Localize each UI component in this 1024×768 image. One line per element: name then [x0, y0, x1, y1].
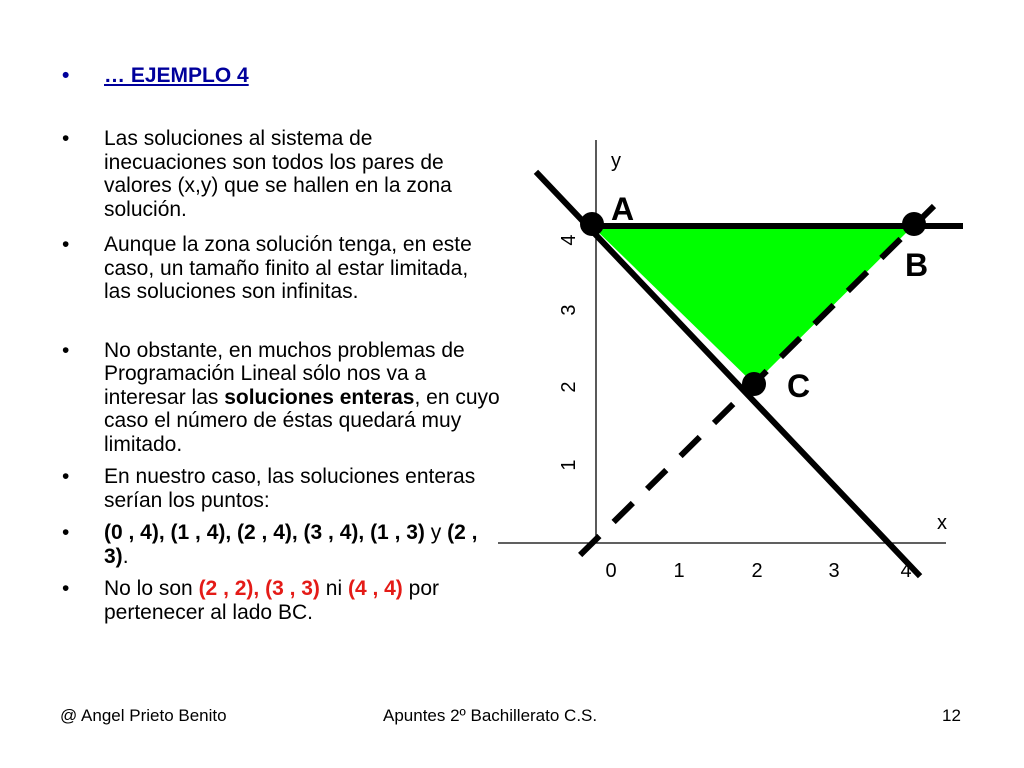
y-tick-label: 3 — [558, 304, 580, 316]
x-tick-label: 4 — [900, 560, 912, 582]
integer-points-list: (0 , 4), (1 , 4), (2 , 4), (3 , 4), (1 , 3) — [104, 521, 425, 544]
vertex-b-label: B — [905, 247, 929, 283]
x-tick-label: 1 — [673, 560, 685, 582]
bullet-text-part: Aunque la zona solución tenga, en este caso, un tamaño finito al estar limitada, las soluciones son infinitas. — [104, 233, 472, 303]
solution-region — [592, 226, 913, 384]
integer-point-last: (2 , 3) — [104, 521, 478, 568]
vertex-b-point — [902, 212, 926, 236]
y-tick-label: 1 — [558, 459, 580, 471]
y-tick-label: 4 — [558, 234, 580, 246]
bullet-dot: • — [62, 338, 70, 362]
vertex-c-point — [742, 372, 766, 396]
x-tick-label: 3 — [828, 560, 840, 582]
bullet-dot: • — [62, 127, 70, 150]
bullet-text-part: Las soluciones al sistema de inecuaciones son todos los pares de valores (x,y) que se hallen en la zona solución. — [104, 127, 452, 221]
slide-title-text: … EJEMPLO 4 — [104, 64, 249, 87]
x-tick-label: 0 — [605, 560, 617, 582]
x-tick-label: 2 — [751, 560, 763, 582]
bullet-text-part: y — [424, 521, 448, 544]
title-bullet-dot: • — [62, 64, 70, 87]
bullet-text-bold: soluciones enteras — [224, 385, 415, 409]
bullet-dot: • — [62, 521, 70, 544]
bullet-text-part: . — [122, 544, 129, 568]
bullet-text-part: No obstante, en muchos problemas de Programación Lineal sólo nos va a interesar las — [104, 338, 465, 409]
vertex-a-label: A — [611, 191, 635, 227]
footer-page-number: 12 — [942, 706, 961, 725]
slide-footer — [0, 706, 1024, 736]
bullet-dot: • — [62, 577, 70, 600]
bullet-text-part: por pertenecer al lado BC. — [104, 577, 439, 624]
bullet-text-part: , en cuyo caso el número de éstas quedará muy limitado. — [104, 385, 500, 456]
bullet-dot: • — [62, 233, 70, 256]
bullet-dot: • — [62, 465, 70, 488]
bullet-text-part: ni — [319, 577, 348, 600]
vertex-c-label: C — [787, 368, 811, 404]
vertex-a-point — [580, 212, 604, 236]
excluded-point-last: (4 , 4) — [347, 577, 403, 600]
y-axis-label: y — [611, 150, 621, 172]
excluded-points: (2 , 2), (3 , 3) — [198, 577, 320, 600]
footer-course: Apuntes 2º Bachillerato C.S. — [383, 706, 598, 725]
bullet-text-part: En nuestro caso, las soluciones enteras serían los puntos: — [104, 465, 476, 512]
x-axis-label: x — [937, 512, 947, 534]
footer-author: @ Angel Prieto Benito — [60, 706, 227, 725]
y-tick-label: 2 — [558, 381, 580, 393]
bullet-text-part: No lo son — [104, 577, 199, 600]
